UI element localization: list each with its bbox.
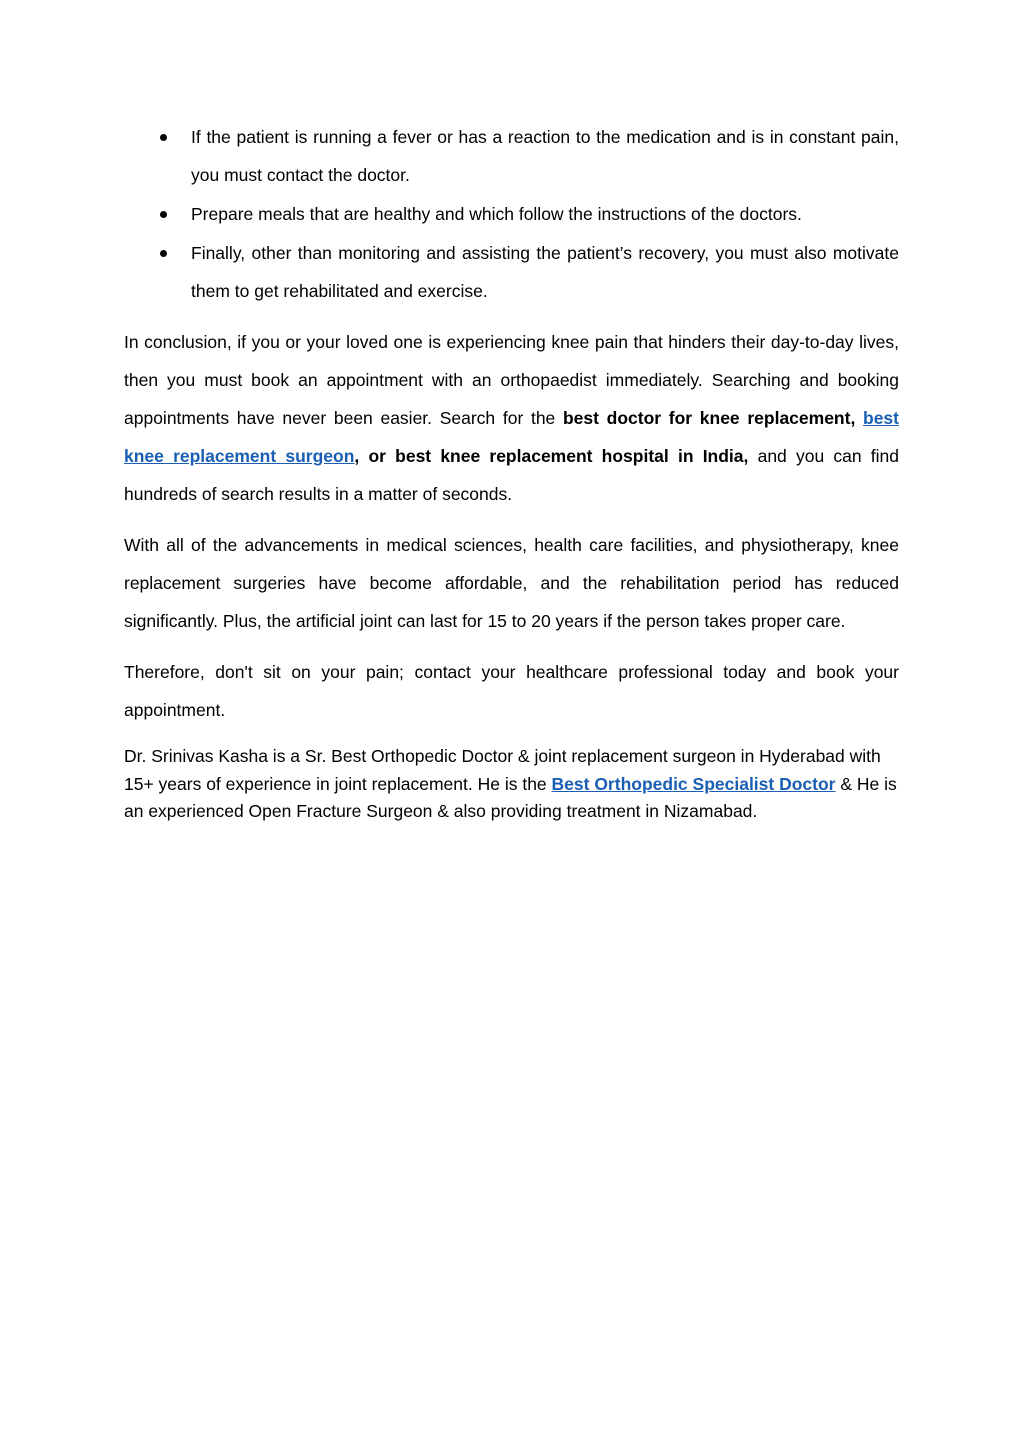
list-item (124, 195, 899, 233)
conclusion-text-start: In conclusion, if you or your loved one is experiencing knee pain that hinders their day-to-day lives, then you must book an appointment with an orthopaedist immediately. Searching and booking appointments have never been easier. Search for the (124, 332, 899, 428)
document-body (124, 118, 899, 826)
conclusion-paragraph (124, 323, 899, 513)
list-item-text: Finally, other than monitoring and assisting the patient’s recovery, you must also motivate them to get rehabilitated and exercise. (191, 243, 899, 301)
conclusion-bold-phrase: best doctor for knee replacement, (562, 408, 863, 428)
doctor-bio-paragraph (124, 743, 899, 826)
bullet-icon (160, 134, 167, 141)
bullet-icon (160, 250, 167, 257)
conclusion-text-end: and you can find hundreds of search results in a matter of seconds. (124, 446, 900, 504)
bio-text-end: & He is an experienced Open Fracture Surgeon & also providing treatment in Nizamabad. (124, 773, 897, 821)
care-tips-list (124, 118, 899, 310)
bio-text-start: Dr. Srinivas Kasha is a Sr. Best Orthopedic Doctor & joint replacement surgeon in Hyderabad with 15+ years of experience in joint replacement. He is the (124, 746, 881, 794)
bullet-icon (160, 211, 167, 218)
list-item (124, 234, 899, 310)
list-item-text: Prepare meals that are healthy and which follow the instructions of the doctors. (191, 204, 802, 224)
therefore-paragraph: Therefore, don't sit on your pain; contact your healthcare professional today and book your appointment. (124, 662, 899, 720)
conclusion-bold-hospital: , or best knee replacement hospital in India, (354, 446, 749, 466)
list-item (124, 118, 899, 194)
advancements-paragraph: With all of the advancements in medical sciences, health care facilities, and physiotherapy, knee replacement surgeries have become affordable, and the rehabilitation period has reduced significantly. Plus, the artificial joint can last for 15 to 20 years if the person takes proper care. (124, 535, 899, 631)
list-item-text: If the patient is running a fever or has a reaction to the medication and is in constant pain, you must contact the doctor. (191, 127, 899, 185)
knee-surgeon-link[interactable]: best knee replacement surgeon (124, 408, 899, 466)
orthopedic-specialist-link[interactable]: Best Orthopedic Specialist Doctor (551, 773, 836, 794)
